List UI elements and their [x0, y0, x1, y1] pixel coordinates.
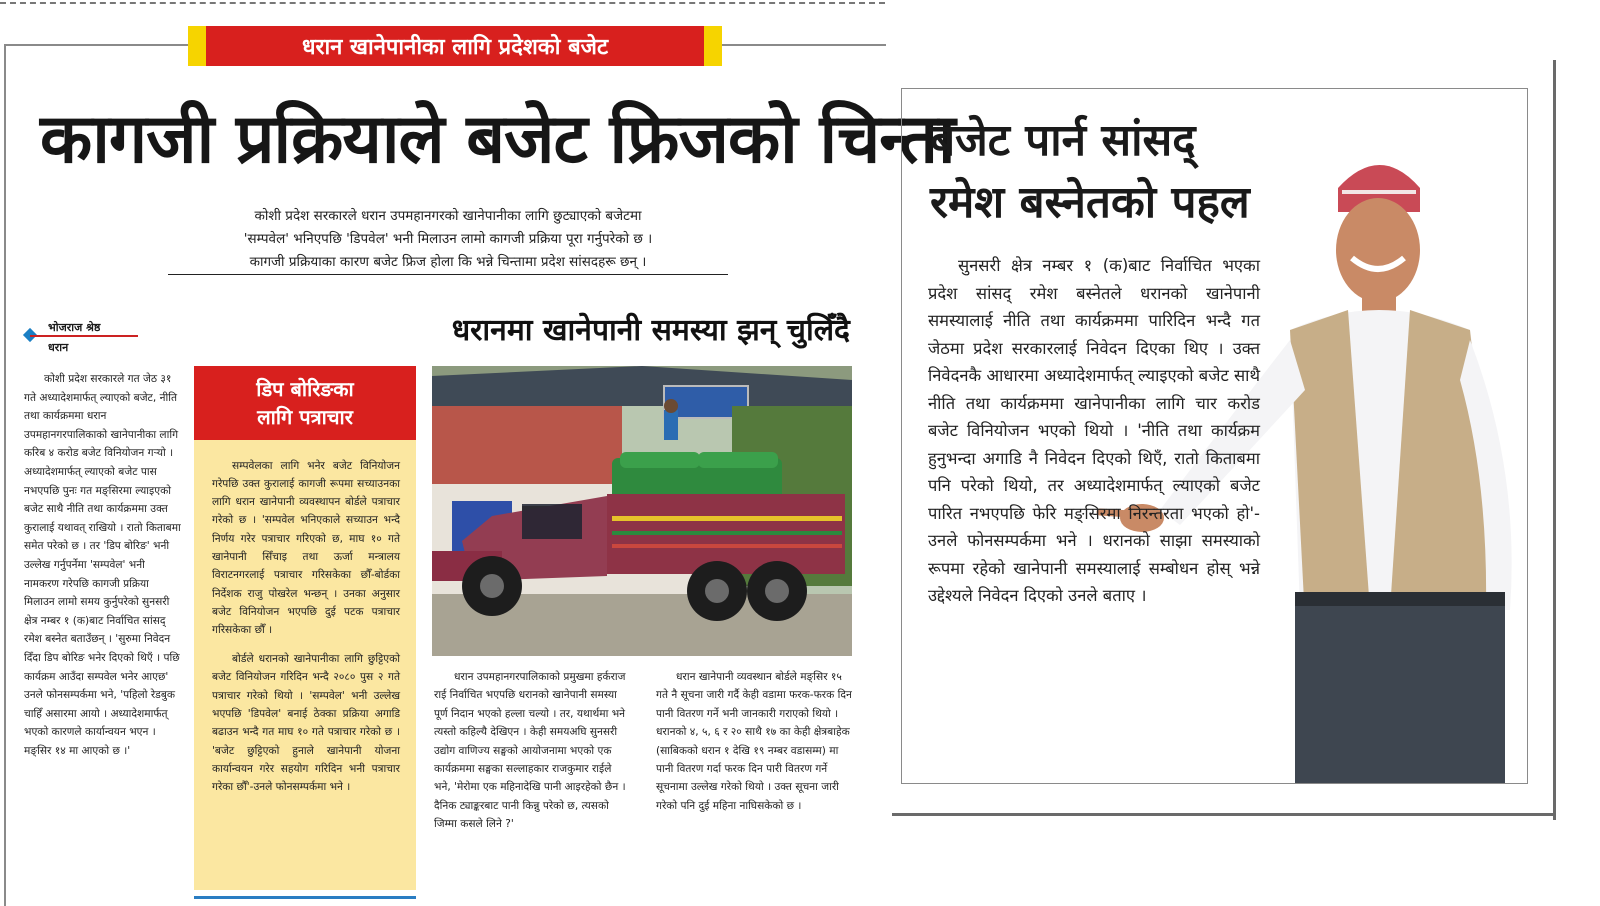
column-3-text: धरान उपमहानगरपालिकाको प्रमुखमा हर्कराज राई निर्वाचित भएपछि धरानको खानेपानी समस्या पूर्ण निदान भएको हल्ला चल्यो । तर, यथार्थमा भने त्यस्तो कहिल्यै देखिएन । केही समयअघि सुनसरी उद्योग वाणिज्य सङ्घको आयोजनामा भएको एक कार्यक्रममा सङ्घका सल्लाहकार राजकुमार राईले भने, 'मेरोमा एक महिनादेखि पानी आइरहेको छैन । दैनिक ट्याङ्करबाट पानी किन्नु परेको छ, त्यसको जिम्मा कसले लिने ?' — [434, 671, 626, 831]
top-dashed-rule — [0, 2, 885, 4]
article-column-4 — [656, 668, 852, 815]
byline-author: भोजराज श्रेष्ठ — [48, 321, 101, 334]
right-headline-line-2: रमेश बस्नेतको पहल — [930, 177, 1250, 228]
box-paragraph-1: सम्पवेलका लागि भनेर बजेट विनियोजन गरेपछि उक्त कुरालाई कागजी रूपमा सच्याउनका लागि धरान खानेपानी व्यवस्थापन बोर्डले पत्राचार गरेको छ । 'सम्पवेल भनिएकाले सच्याउन भन्दै निर्णय गरेर पत्राचार गरिएको छ, माघ १० गते खानेपानी सिँचाइ तथा ऊर्जा मन्त्रालय विराटनगरलाई पत्राचार गरिसकेका छौँ-बोर्डका निर्देशक राजु पोखरेल भन्छन् । उनका अनुसार बजेट विनियोजन भएपछि दुई पटक पत्राचार गरिसकेका छौँ । — [212, 459, 400, 637]
sidebar-box-body — [212, 446, 400, 807]
tanker-truck-photo — [432, 366, 852, 656]
box-title-line-1: डिप बोरिङका — [256, 377, 354, 401]
byline — [48, 318, 100, 358]
right-box-shadow-right — [1553, 60, 1556, 820]
right-box-shadow-bottom — [892, 813, 1556, 816]
column-4-text: धरान खानेपानी व्यवस्थान बोर्डले मङ्सिर १५ गते नै सूचना जारी गर्दै केही वडामा फरक-फरक दिन पानी वितरण गर्ने भनी जानकारी गराएको थियो । धरानको ४, ५, ६ र २० साथै १७ का केही क्षेत्रबाहेक (साबिकको धरान १ देखि १९ नम्बर वडासम्म) मा पानी वितरण गर्दा फरक दिन पारी वितरण गर्ने सूचनामा उल्लेख गरेको थियो । उक्त सूचना जारी गरेको पनि दुई महिना नाघिसकेको छ । — [656, 671, 852, 812]
right-headline — [930, 110, 1250, 234]
sidebar-box-title — [194, 366, 416, 440]
lead-summary — [168, 205, 728, 275]
banner-text: धरान खानेपानीका लागि प्रदेशको बजेट — [206, 26, 704, 66]
summary-line-1: कोशी प्रदेश सरकारले धरान उपमहानगरको खानेपानीका लागि छुट्याएको बजेटमा — [254, 208, 642, 224]
article-column-3 — [434, 668, 630, 834]
summary-line-2: 'सम्पवेल' भनिएपछि 'डिपवेल' भनी मिलाउन लामो कागजी प्रक्रिया पूरा गर्नुपरेको छ । — [243, 231, 653, 247]
box-title-line-2: लागि पत्राचार — [257, 405, 353, 429]
main-headline: कागजी प्रक्रियाले बजेट फ्रिजको चिन्ता — [40, 100, 955, 179]
bottom-blue-rule — [194, 896, 416, 899]
box-paragraph-2: बोर्डले धरानको खानेपानीका लागि छुट्टिएको बजेट विनियोजन गरिदिन भन्दै २०८० पुस २ गते पत्राचार गरेको थियो । 'सम्पवेल' भनी उल्लेख भएपछि 'डिपवेल' बनाई ठेक्का प्रक्रिया अगाडि बढाउन भन्दै गत माघ १० गते पत्राचार गरेको छ । 'बजेट छुट्टिएको हुनाले खानेपानी योजना कार्यान्वयन गरेर सहयोग गरिदिन भनी पत्राचार गरेका छौँ'-उनले फोनसम्पर्कमा भने । — [212, 653, 400, 794]
byline-place: धरान — [48, 341, 69, 354]
right-paragraph: सुनसरी क्षेत्र नम्बर १ (क)बाट निर्वाचित भएका प्रदेश सांसद् रमेश बस्नेतले धरानको खानेपानी समस्यालाई नीति तथा कार्यक्रममा पारिदिन भन्दै गत जेठमा प्रदेश सरकारलाई निवेदन दिएका थिए । उक्त निवेदनकै आधारमा अध्यादेशमार्फत् ल्याइएको बजेट साथै नीति तथा कार्यक्रममा खानेपानीका लागि चार करोड बजेट विनियोजन भएको थियो । 'नीति तथा कार्यक्रम हुनुभन्दा अगाडि नै निवेदन दिएको थिएँ, रातो किताबमा पनि परेको थियो, तर अध्यादेशमार्फत् ल्याएको बजेट पारित नभएपछि फेरि मङ्सिरमा निरन्तरता भएको हो'-उनले फोनसम्पर्कमा भने । धरानको साझा समस्याको रूपमा रहेको खानेपानी समस्यालाई सम्बोधन होस् भन्ने उद्देश्यले निवेदन दिएको उनले बताए । — [928, 256, 1261, 605]
truck-illustration — [432, 366, 852, 656]
summary-line-3: कागजी प्रक्रियाका कारण बजेट फ्रिज होला कि भन्ने चिन्तामा प्रदेश सांसदहरू छन् । — [168, 251, 728, 275]
article-column-1 — [24, 370, 182, 760]
section-banner — [188, 26, 722, 66]
right-headline-line-1: बजेट पार्न सांसद् — [930, 115, 1196, 166]
column-1-text: कोशी प्रदेश सरकारले गत जेठ ३१ गते अध्यादेशमार्फत् ल्याएको बजेट, नीति तथा कार्यक्रममा धरान उपमहानगरपालिकाको खानेपानीका लागि करिब ४ करोड बजेट विनियोजन गर्‍यो । अध्यादेशमार्फत् ल्याएको बजेट पास नभएपछि पुनः गत मङ्सिरमा ल्याइएको बजेट साथै नीति तथा कार्यक्रममा उक्त कुरालाई यथावत् राखियो । रातो किताबमा समेत परेको छ । तर 'डिप बोरिङ' भनी उल्लेख गर्नुपर्नेमा 'सम्पवेल' भनी नामकरण गरेपछि कागजी प्रक्रिया मिलाउन लामो समय कुर्नुपरेको सुनसरी क्षेत्र नम्बर १ (क)बाट निर्वाचित सांसद् रमेश बस्नेत बताउँछन् । 'सुरुमा निवेदन दिँदा डिप बोरिङ भनेर दिएको थिएँ । पछि कार्यक्रम आउँदा सम्पवेल भनेर आएछ' उनले फोनसम्पर्कमा भने, 'पहिलो रेडबुक चाहिँ असारमा आयो । अध्यादेशमार्फत् भएको कारणले कार्यान्वयन भएन । मङ्सिर १४ मा आएको छ ।' — [24, 373, 181, 757]
right-body-text — [928, 252, 1260, 610]
sub-headline: धरानमा खानेपानी समस्या झन् चुलिँदै — [451, 313, 850, 348]
